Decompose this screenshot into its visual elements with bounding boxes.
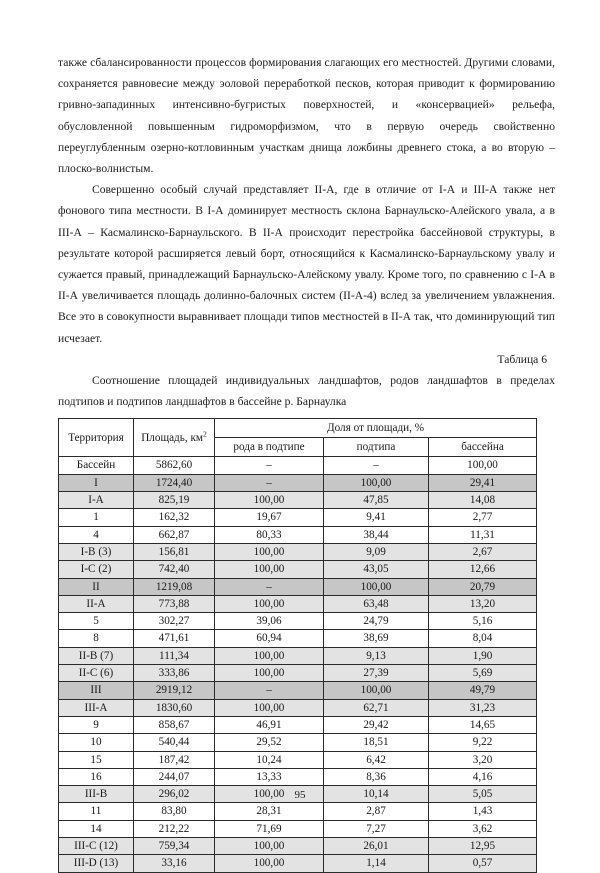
cell-territory: 9 (59, 716, 134, 733)
cell-basin: 1,90 (429, 647, 537, 664)
cell-territory: III-С (12) (59, 837, 134, 854)
cell-rod-in-subtype: 100,00 (215, 699, 324, 716)
table-row (59, 595, 537, 612)
cell-basin: 31,23 (429, 699, 537, 716)
cell-basin: 100,00 (429, 457, 537, 474)
cell-rod-in-subtype: 60,94 (215, 630, 324, 647)
cell-territory: II-С (6) (59, 665, 134, 682)
cell-area: 1219,08 (134, 578, 215, 595)
cell-basin: 11,31 (429, 526, 537, 543)
cell-area: 759,34 (134, 837, 215, 854)
column-header-territory: Территория (59, 419, 134, 457)
cell-basin: 29,41 (429, 474, 537, 491)
table-row (59, 492, 537, 509)
cell-subtype: 100,00 (324, 682, 429, 699)
cell-basin: 12,66 (429, 561, 537, 578)
table-row (59, 751, 537, 768)
cell-area: 662,87 (134, 526, 215, 543)
cell-subtype: 38,44 (324, 526, 429, 543)
cell-area: 5862,60 (134, 457, 215, 474)
cell-subtype: 24,79 (324, 613, 429, 630)
cell-area: 1830,60 (134, 699, 215, 716)
table-row (59, 699, 537, 716)
cell-basin: 14,08 (429, 492, 537, 509)
cell-rod-in-subtype: 28,31 (215, 803, 324, 820)
cell-rod-in-subtype: 19,67 (215, 509, 324, 526)
cell-area: 333,86 (134, 665, 215, 682)
page-number: 95 (294, 789, 306, 801)
cell-rod-in-subtype: – (215, 578, 324, 595)
cell-territory: 5 (59, 613, 134, 630)
cell-area: 162,32 (134, 509, 215, 526)
cell-rod-in-subtype: 100,00 (215, 665, 324, 682)
table-row (59, 613, 537, 630)
cell-area: 212,22 (134, 820, 215, 837)
cell-area: 471,61 (134, 630, 215, 647)
cell-basin: 2,67 (429, 543, 537, 560)
cell-rod-in-subtype: 100,00 (215, 647, 324, 664)
cell-subtype: 1,14 (324, 855, 429, 872)
table-row (59, 457, 537, 474)
cell-territory: III-А (59, 699, 134, 716)
cell-territory: I-В (3) (59, 543, 134, 560)
cell-subtype: 9,09 (324, 543, 429, 560)
cell-area: 111,34 (134, 647, 215, 664)
column-header-share-group: Доля от площади, % (215, 419, 537, 438)
cell-subtype: – (324, 457, 429, 474)
cell-rod-in-subtype: 13,33 (215, 768, 324, 785)
cell-subtype: 9,13 (324, 647, 429, 664)
paragraph-2: Совершенно особый случай представляет II-А, где в отличие от I-А и III-А также нет фонового типа местности. В I-А доминирует местность склона Барнаульско-Алейского увала, а в III-А – Касмалинско-Барнаульского. В II-А происходит перестройка бассейновой структуры, в результате которой расширяется левый борт, относящийся к Касмалинско-Барнаульскому увалу и сужается правый, принадлежащий Барнаульско-Алейскому увалу. Кроме того, по сравнению с I-А в II-А увеличивается площадь долинно-балочных систем (II-А-4) вслед за увеличением увлажнения. Все это в совокупности выравнивает площади типов местностей в II-А так, что доминирующий тип исчезает. (58, 183, 555, 345)
table-row (59, 543, 537, 560)
cell-territory: 16 (59, 768, 134, 785)
cell-rod-in-subtype: 71,69 (215, 820, 324, 837)
cell-rod-in-subtype: 100,00 (215, 492, 324, 509)
cell-rod-in-subtype: – (215, 474, 324, 491)
cell-basin: 8,04 (429, 630, 537, 647)
cell-subtype: 2,87 (324, 803, 429, 820)
column-header-area-superscript: 2 (202, 429, 207, 439)
cell-territory: 8 (59, 630, 134, 647)
cell-rod-in-subtype: – (215, 682, 324, 699)
cell-territory: II-А (59, 595, 134, 612)
cell-subtype: 62,71 (324, 699, 429, 716)
cell-territory: Бассейн (59, 457, 134, 474)
cell-subtype: 27,39 (324, 665, 429, 682)
cell-territory: 10 (59, 734, 134, 751)
cell-rod-in-subtype: 100,00 (215, 595, 324, 612)
cell-area: 83,80 (134, 803, 215, 820)
cell-basin: 20,79 (429, 578, 537, 595)
cell-basin: 49,79 (429, 682, 537, 699)
cell-territory: I-С (2) (59, 561, 134, 578)
table-row (59, 768, 537, 785)
table-body (59, 457, 537, 872)
cell-area: 825,19 (134, 492, 215, 509)
cell-rod-in-subtype: 100,00 (215, 561, 324, 578)
cell-subtype: 18,51 (324, 734, 429, 751)
cell-rod-in-subtype: 100,00 (215, 837, 324, 854)
cell-area: 33,16 (134, 855, 215, 872)
cell-area: 187,42 (134, 751, 215, 768)
cell-basin: 12,95 (429, 837, 537, 854)
table-row (59, 578, 537, 595)
cell-basin: 5,05 (429, 786, 537, 803)
cell-subtype: 29,42 (324, 716, 429, 733)
cell-area: 156,81 (134, 543, 215, 560)
cell-subtype: 10,14 (324, 786, 429, 803)
cell-subtype: 63,48 (324, 595, 429, 612)
table-label: Таблица 6 (497, 352, 547, 366)
cell-territory: III-В (59, 786, 134, 803)
table-row (59, 855, 537, 872)
cell-territory: III-D (13) (59, 855, 134, 872)
table-row (59, 561, 537, 578)
cell-territory: 11 (59, 803, 134, 820)
cell-territory: 15 (59, 751, 134, 768)
cell-area: 742,40 (134, 561, 215, 578)
cell-territory: I (59, 474, 134, 491)
table-header-row-1 (59, 419, 537, 438)
cell-basin: 0,57 (429, 855, 537, 872)
cell-area: 858,67 (134, 716, 215, 733)
column-header-rod-in-subtype: рода в подтипе (215, 438, 324, 457)
cell-rod-in-subtype: 80,33 (215, 526, 324, 543)
cell-area: 1724,40 (134, 474, 215, 491)
cell-subtype: 43,05 (324, 561, 429, 578)
table-row (59, 630, 537, 647)
cell-area: 302,27 (134, 613, 215, 630)
cell-basin: 9,22 (429, 734, 537, 751)
cell-basin: 1,43 (429, 803, 537, 820)
cell-rod-in-subtype: 100,00 (215, 786, 324, 803)
cell-subtype: 6,42 (324, 751, 429, 768)
column-header-area-text: Площадь, км (141, 431, 203, 444)
cell-basin: 3,20 (429, 751, 537, 768)
cell-subtype: 7,27 (324, 820, 429, 837)
cell-rod-in-subtype: 100,00 (215, 543, 324, 560)
cell-rod-in-subtype: 46,91 (215, 716, 324, 733)
column-header-area (134, 419, 215, 457)
paragraph-1: также сбалансированности процессов формирования слагающих его местностей. Другими словами, сохраняется равновесие между эоловой переработкой песков, которая приводит к формированию гривно-западинных интенсивно-бугристых поверхностей, и «консервацией» рельефа, обусловленной повышенным гидроморфизмом, что в первую очередь свойственно переуглубленным озерно-котловинным участкам днища ложбины древнего стока, а во вторую – плоско-волнистым. (58, 56, 555, 176)
table-row (59, 474, 537, 491)
cell-basin: 4,16 (429, 768, 537, 785)
cell-basin: 3,62 (429, 820, 537, 837)
table-row (59, 647, 537, 664)
cell-subtype: 26,01 (324, 837, 429, 854)
table-header (59, 419, 537, 457)
cell-area: 2919,12 (134, 682, 215, 699)
table-row (59, 509, 537, 526)
table-row (59, 526, 537, 543)
cell-rod-in-subtype: 29,52 (215, 734, 324, 751)
cell-area: 773,88 (134, 595, 215, 612)
cell-subtype: 100,00 (324, 578, 429, 595)
table-row (59, 665, 537, 682)
table-row (59, 734, 537, 751)
table-row (59, 682, 537, 699)
cell-area: 244,07 (134, 768, 215, 785)
table-row (59, 716, 537, 733)
table-row (59, 820, 537, 837)
cell-subtype: 38,69 (324, 630, 429, 647)
cell-rod-in-subtype: – (215, 457, 324, 474)
column-header-basin: бассейна (429, 438, 537, 457)
cell-basin: 5,16 (429, 613, 537, 630)
cell-territory: 14 (59, 820, 134, 837)
cell-territory: II-В (7) (59, 647, 134, 664)
cell-rod-in-subtype: 100,00 (215, 855, 324, 872)
cell-basin: 5,69 (429, 665, 537, 682)
cell-basin: 14,65 (429, 716, 537, 733)
cell-territory: II (59, 578, 134, 595)
cell-territory: I-А (59, 492, 134, 509)
column-header-subtype: подтипа (324, 438, 429, 457)
table-row (59, 837, 537, 854)
table-row (59, 803, 537, 820)
cell-territory: III (59, 682, 134, 699)
table-caption: Соотношение площадей индивидуальных ландшафтов, родов ландшафтов в пределах подтипов и подтипов ландшафтов в бассейне р. Барнаулка (58, 374, 555, 409)
cell-basin: 2,77 (429, 509, 537, 526)
cell-area: 540,44 (134, 734, 215, 751)
cell-territory: 4 (59, 526, 134, 543)
cell-subtype: 100,00 (324, 474, 429, 491)
cell-basin: 13,20 (429, 595, 537, 612)
cell-territory: 1 (59, 509, 134, 526)
cell-subtype: 8,36 (324, 768, 429, 785)
landscape-areas-table (58, 418, 537, 872)
cell-subtype: 9,41 (324, 509, 429, 526)
cell-area: 296,02 (134, 786, 215, 803)
cell-rod-in-subtype: 10,24 (215, 751, 324, 768)
cell-subtype: 47,85 (324, 492, 429, 509)
cell-rod-in-subtype: 39,06 (215, 613, 324, 630)
